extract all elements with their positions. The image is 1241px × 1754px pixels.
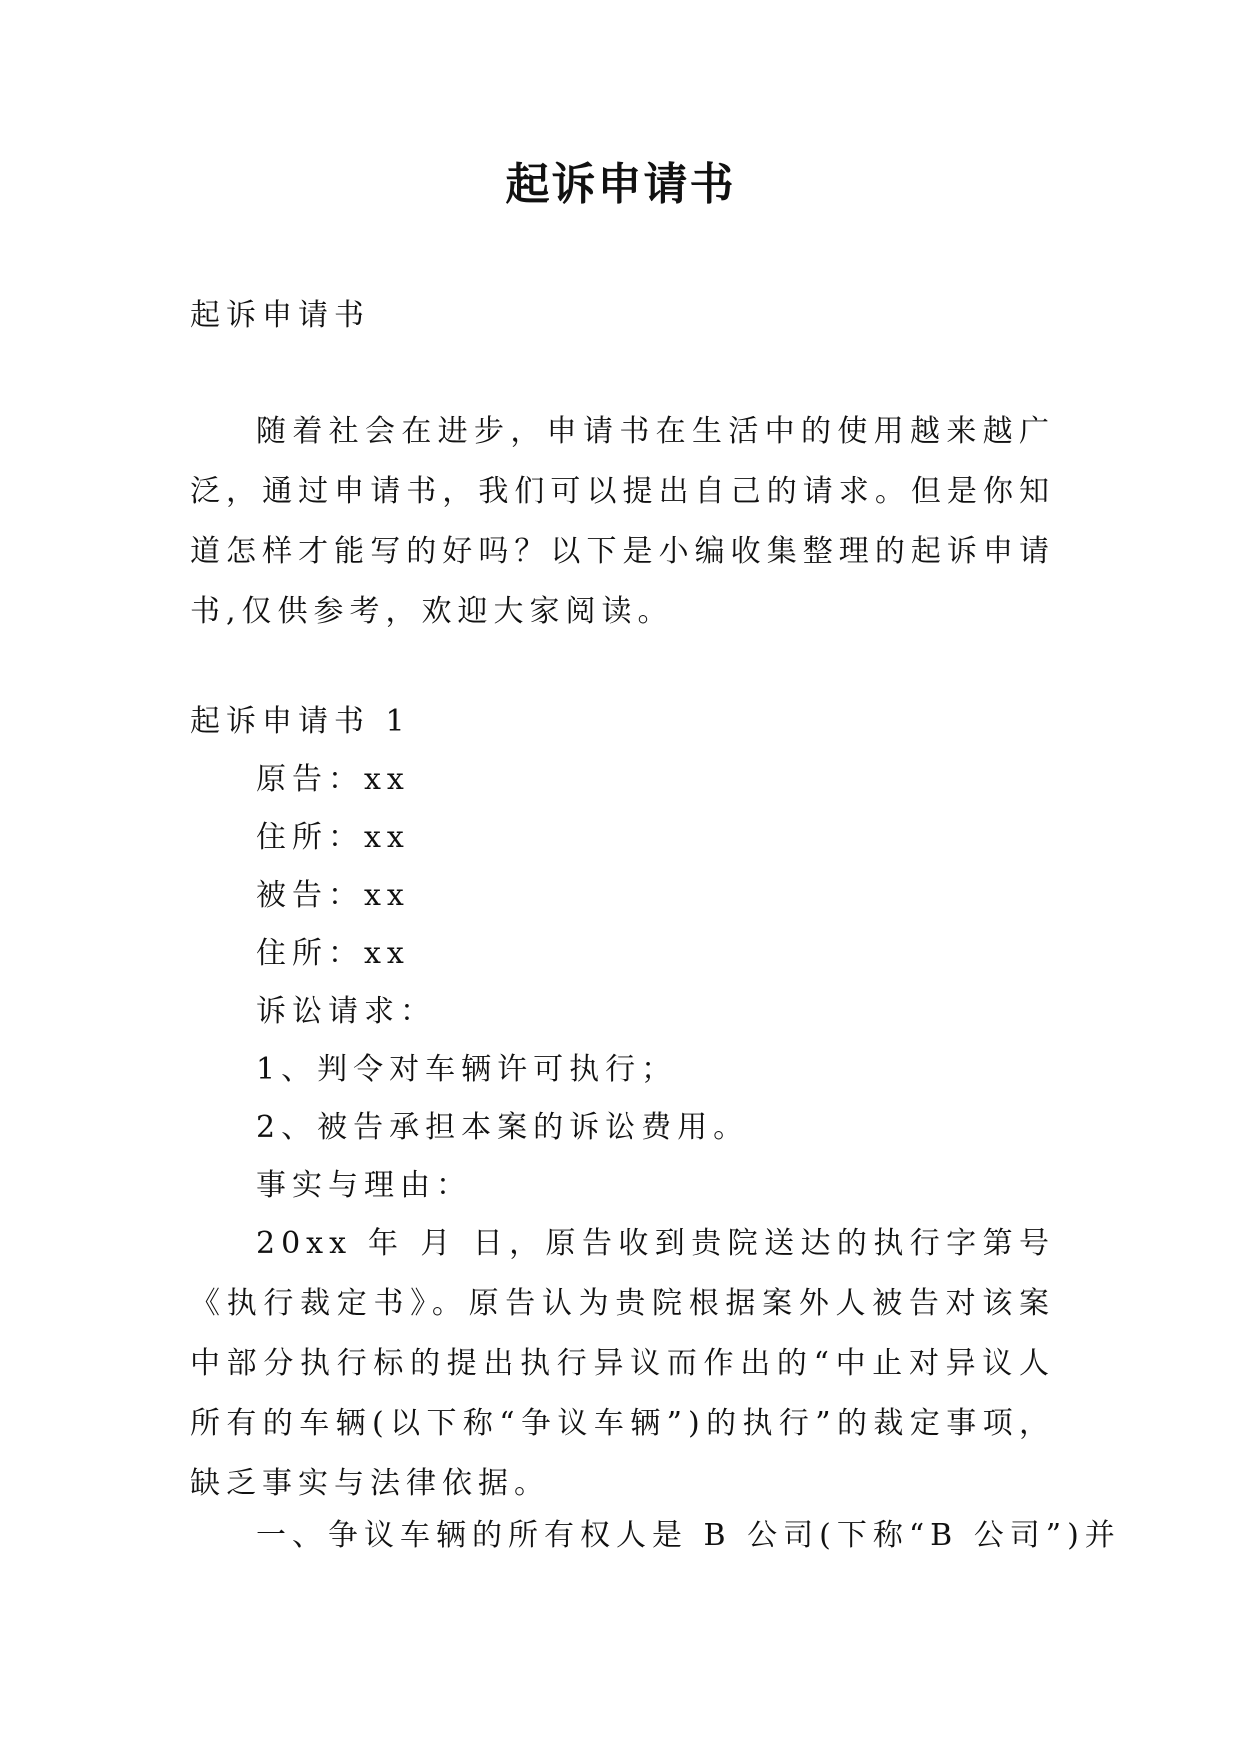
defendant-address-line: 住所：xx xyxy=(256,936,410,971)
point-1-line: 一、争议车辆的所有权人是 B 公司(下称“B 公司”)并 xyxy=(256,1518,1121,1553)
intro-paragraph: 随着社会在进步，申请书在生活中的使用越来越广泛，通过申请书，我们可以提出自己的请求。但是你知道怎样才能写的好吗？以下是小编收集整理的起诉申请书,仅供参考，欢迎大家阅读。 xyxy=(190,414,1055,629)
claims-heading: 诉讼请求： xyxy=(256,994,436,1029)
facts-heading: 事实与理由： xyxy=(256,1168,472,1203)
document-title: 起诉申请书 xyxy=(505,159,736,210)
defendant-line: 被告：xx xyxy=(256,878,410,913)
plaintiff-line: 原告：xx xyxy=(256,762,410,797)
claim-item-1: 1、判令对车辆许可执行； xyxy=(256,1052,678,1087)
section-heading: 起诉申请书 1 xyxy=(190,704,411,739)
facts-paragraph: 20xx 年 月 日，原告收到贵院送达的执行字第号《执行裁定书》。原告认为贵院根据案外人被告对该案中部分执行标的提出执行异议而作出的“中止对异议人所有的车辆(以下称“争议车辆”)的执行”的裁定事项，缺乏事实与法律依据。 xyxy=(190,1226,1055,1501)
subtitle: 起诉申请书 xyxy=(190,298,370,333)
claim-item-2: 2、被告承担本案的诉讼费用。 xyxy=(256,1110,750,1145)
plaintiff-address-line: 住所：xx xyxy=(256,820,410,855)
